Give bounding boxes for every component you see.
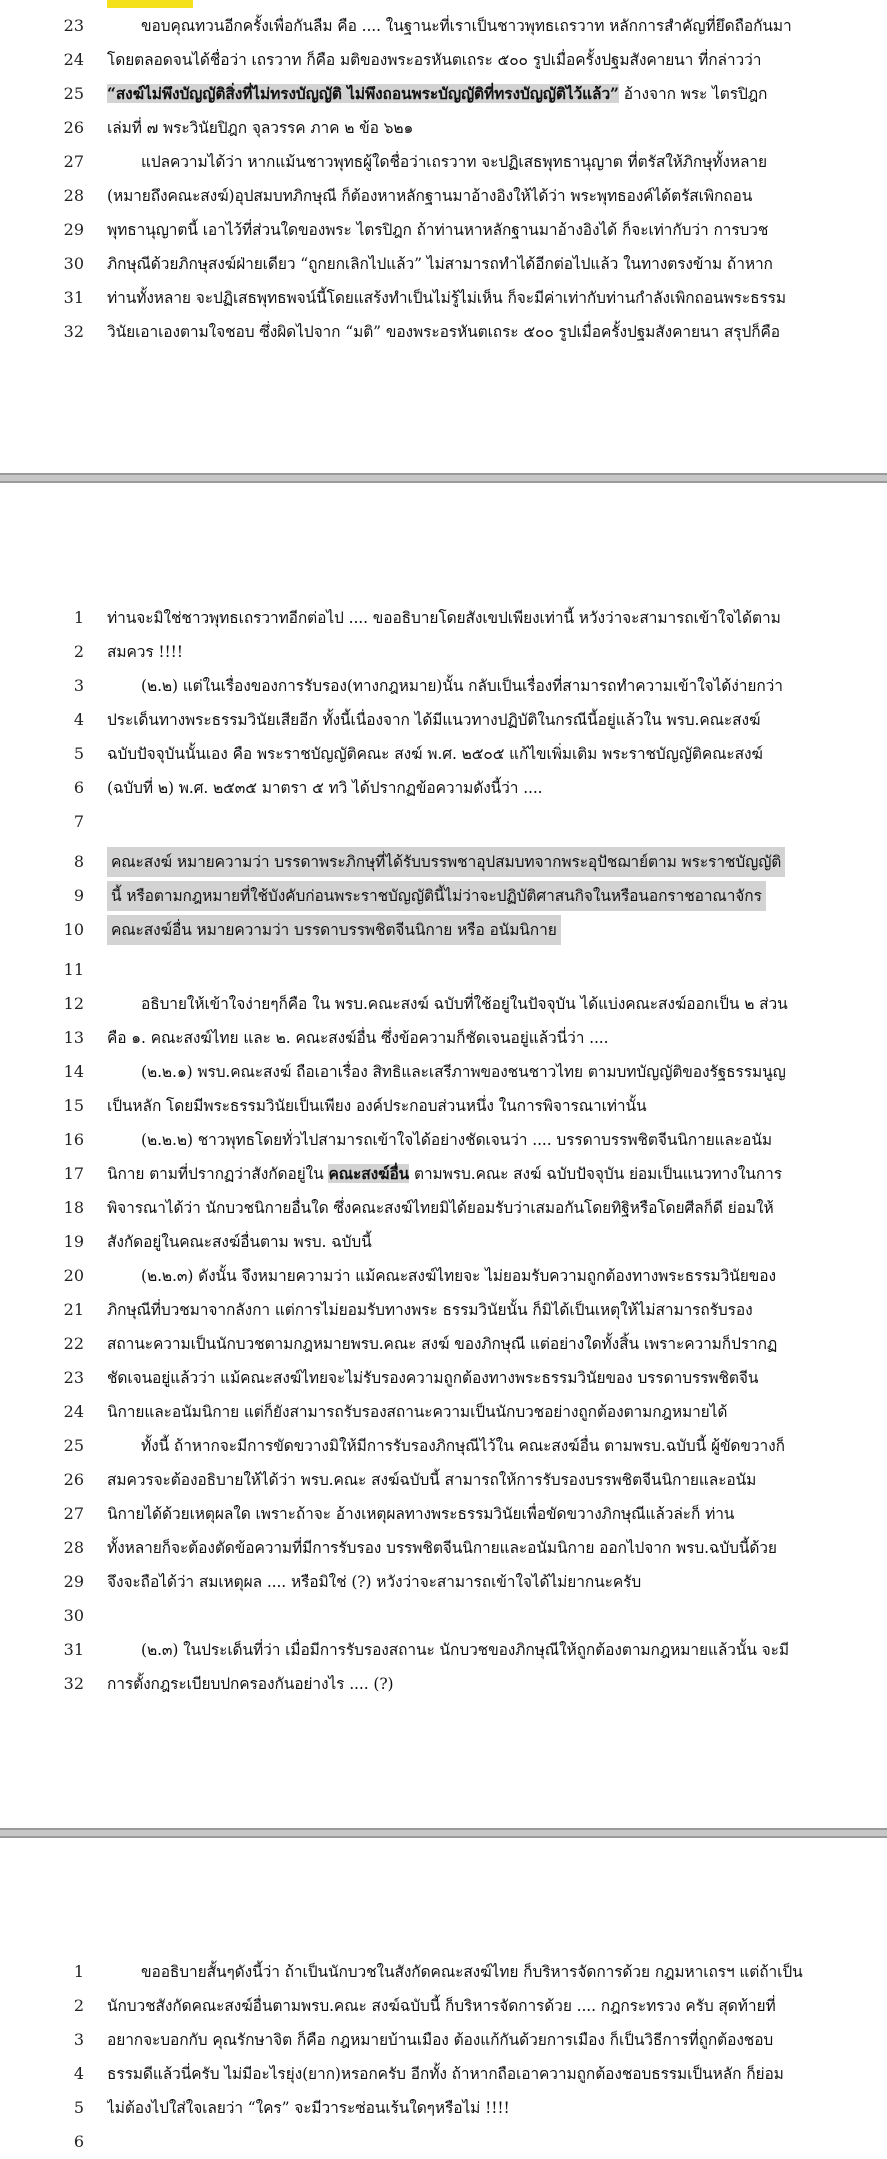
line-text: (๒.๒.๒) ชาวพุทธโดยทั่วไปสามารถเข้าใจได้อย่างชัดเจนว่า .... บรรดาบรรพชิตจีนนิกายและอนัม [141,1131,773,1149]
line-number: 9 [73,886,84,905]
line-text-tail: อ้างจาก พระ ไตรปิฎก [618,85,768,103]
line-number: 23 [63,16,84,35]
line-number: 4 [73,2064,84,2083]
line-row [0,913,887,947]
line-number: 25 [63,1436,84,1455]
line-number: 28 [63,1538,84,1557]
line-text-tail: ตามพรบ.คณะ สงฆ์ ฉบับปัจจุบัน ย่อมเป็นแนวทางในการ [409,1165,782,1183]
line-row [0,1565,887,1599]
line-number: 30 [63,1606,84,1625]
line-text [107,879,877,913]
line-row [0,1259,887,1293]
line-text: ภิกษุณีที่บวชมาจากลังกา แต่การไม่ยอมรับทางพระ ธรรมวินัยนั้น ก็มิได้เป็นเหตุให้ไม่สามารถรับรอง [107,1301,753,1319]
line-text: พุทธานุญาตนี้ เอาไว้ที่ส่วนใดของพระ ไตรปิฎก ถ้าท่านหาหลักฐานมาอ้างอิงได้ ก็จะเท่ากับว่า การบวช [107,221,769,239]
line-text: นักบวชสังกัดคณะสงฆ์อื่นตามพรบ.คณะ สงฆ์ฉบับนี้ ก็บริหารจัดการด้วย .... กฎกระทรวง ครับ สุดท้ายที่ [107,1997,776,2015]
line-number: 19 [63,1232,84,1251]
highlighted-definition: นี้ หรือตามกฎหมายที่ใช้บังคับก่อนพระราชบัญญัตินี้ไม่ว่าจะปฏิบัติศาสนกิจในหรือนอกราชอาณาจักร [107,881,766,911]
line-text: (๒.๒.๓) ดังนั้น จึงหมายความว่า แม้คณะสงฆ์ไทยจะ ไม่ยอมรับความถูกต้องทางพระธรรมวินัยของ [141,1267,776,1285]
line-row [0,879,887,913]
line-row [0,635,887,669]
line-number: 24 [63,1402,84,1421]
line-row [0,1123,887,1157]
highlighted-definition: คณะสงฆ์อื่น หมายความว่า บรรดาบรรพชิตจีนนิกาย หรือ อนัมนิกาย [107,915,561,945]
line-number: 13 [63,1028,84,1047]
line-row [0,2057,887,2091]
line-number: 6 [73,778,84,797]
line-number: 26 [63,118,84,137]
line-row [0,1395,887,1429]
line-row [0,281,887,315]
line-text: ฉบับปัจจุบันนั้นเอง คือ พระราชบัญญัติคณะ สงฆ์ พ.ศ. ๒๕๐๕ แก้ไขเพิ่มเติม พระราชบัญญัติคณะสงฆ์ [107,745,763,763]
line-number: 8 [73,852,84,871]
line-number: 31 [63,288,84,307]
line-number: 1 [73,1962,84,1981]
line-row [0,1191,887,1225]
line-number: 12 [63,994,84,1013]
line-number: 5 [73,744,84,763]
line-row [0,1955,887,1989]
line-text: (หมายถึงคณะสงฆ์)อุปสมบทภิกษุณี ก็ต้องหาหลักฐานมาอ้างอิงให้ได้ว่า พระพุทธองค์ได้ตรัสเพิกถอน [107,187,753,205]
line-row [0,111,887,145]
line-text [107,77,877,111]
line-number: 18 [63,1198,84,1217]
line-text: ภิกษุณีด้วยภิกษุสงฆ์ฝ่ายเดียว “ถูกยกเลิกไปแล้ว” ไม่สามารถทำได้อีกต่อไปแล้ว ในทางตรงข้าม ถ้าหาก [107,255,773,273]
line-text: คือ ๑. คณะสงฆ์ไทย และ ๒. คณะสงฆ์อื่น ซึ่งข้อความก็ชัดเจนอยู่แล้วนี่ว่า .... [107,1029,609,1047]
page-separator [0,1828,887,1838]
line-number: 27 [63,152,84,171]
line-text: สังกัดอยู่ในคณะสงฆ์อื่นตาม พรบ. ฉบับนี้ [107,1233,372,1251]
line-text: (๒.๒) แต่ในเรื่องของการรับรอง(ทางกฎหมาย)นั้น กลับเป็นเรื่องที่สามารถทำความเข้าใจได้ง่ายกว่า [141,677,783,695]
line-text: ไม่ต้องไปใส่ใจเลยว่า “ใคร” จะมีวาระซ่อนเร้นใดๆหรือไม่ !!!! [107,2099,510,2117]
line-number: 23 [63,1368,84,1387]
line-number: 15 [63,1096,84,1115]
line-number: 6 [73,2132,84,2151]
line-row [0,845,887,879]
highlighted-quote: “สงฆ์ไม่พึงบัญญัติสิ่งที่ไม่ทรงบัญญัติ ไม่พึงถอนพระบัญญัติที่ทรงบัญญัติไว้แล้ว” [107,84,619,103]
line-row [0,9,887,43]
line-text: ทั้งหลายก็จะต้องตัดข้อความที่มีการรับรอง บรรพชิตจีนนิกายและอนัมนิกาย ออกไปจาก พรบ.ฉบับนี้ด้วย [107,1539,777,1557]
line-row [0,1361,887,1395]
line-text: วินัยเอาเองตามใจชอบ ซึ่งผิดไปจาก “มติ” ของพระอรหันตเถระ ๕๐๐ รูปเมื่อครั้งปฐมสังคายนา สรุปก็คือ [107,323,780,341]
line-row [0,1293,887,1327]
line-number: 2 [73,642,84,661]
line-number: 16 [63,1130,84,1149]
line-row [0,1327,887,1361]
highlighted-term: คณะสงฆ์อื่น [328,1164,410,1183]
line-row [0,703,887,737]
line-number: 25 [63,84,84,103]
line-number: 21 [63,1300,84,1319]
line-row [0,145,887,179]
line-text: (๒.๓) ในประเด็นที่ว่า เมื่อมีการรับรองสถานะ นักบวชของภิกษุณีให้ถูกต้องตามกฎหมายแล้วนั้น จะมี [141,1641,789,1659]
line-row [0,213,887,247]
highlighted-definition: คณะสงฆ์ หมายความว่า บรรดาพระภิกษุที่ได้รับบรรพชาอุปสมบทจากพระอุปัชฌาย์ตาม พระราชบัญญัติ [107,847,785,877]
line-text [107,1157,877,1191]
line-text: โดยตลอดจนได้ชื่อว่า เถรวาท ก็คือ มติของพระอรหันตเถระ ๕๐๐ รูปเมื่อครั้งปฐมสังคายนา ที่กล่าวว่า [107,51,762,69]
line-text: นิกายและอนัมนิกาย แต่ก็ยังสามารถรับรองสถานะความเป็นนักบวชอย่างถูกต้องตามกฎหมายได้ [107,1403,728,1421]
line-text: (ฉบับที่ ๒) พ.ศ. ๒๕๓๕ มาตรา ๕ ทวิ ได้ปรากฏข้อความดังนี้ว่า .... [107,779,543,797]
line-text: สถานะความเป็นนักบวชตามกฎหมายพรบ.คณะ สงฆ์ ของภิกษุณี แต่อย่างใดทั้งสิ้น เพราะความก็ปรากฏ [107,1335,778,1353]
line-number: 32 [63,322,84,341]
line-row [0,2023,887,2057]
line-number: 2 [73,1996,84,2015]
line-row [0,1531,887,1565]
line-row [0,1055,887,1089]
line-text [107,913,877,947]
line-row [0,77,887,111]
line-row [0,669,887,703]
line-text: ชัดเจนอยู่แล้วว่า แม้คณะสงฆ์ไทยจะไม่รับรองความถูกต้องทางพระธรรมวินัยของ บรรดาบรรพชิตจีน [107,1369,759,1387]
line-row [0,953,887,987]
line-number: 10 [63,920,84,939]
line-number: 20 [63,1266,84,1285]
line-text: นิกายได้ด้วยเหตุผลใด เพราะถ้าจะ อ้างเหตุผลทางพระธรรมวินัยเพื่อขัดขวางภิกษุณีแล้วล่ะก็ ท่าน [107,1505,735,1523]
line-row [0,1089,887,1123]
line-text: ท่านจะมิใช่ชาวพุทธเถรวาทอีกต่อไป .... ขออธิบายโดยสังเขปเพียงเท่านี้ หวังว่าจะสามารถเข้าใจได้ตาม [107,609,781,627]
line-row [0,1667,887,1701]
yellow-highlight [107,0,193,8]
line-number: 4 [73,710,84,729]
line-row [0,1497,887,1531]
line-text: ท่านทั้งหลาย จะปฏิเสธพุทธพจน์นี้โดยแสร้งทำเป็นไม่รู้ไม่เห็น ก็จะมีค่าเท่ากับท่านกำลังเพิกถอนพระธรรม [107,289,787,307]
line-number: 26 [63,1470,84,1489]
line-text: การตั้งกฎระเบียบปกครองกันอย่างไร .... (?) [107,1675,394,1693]
line-number: 29 [63,220,84,239]
line-row [0,805,887,839]
line-row [0,1429,887,1463]
line-text: พิจารณาได้ว่า นักบวชนิกายอื่นใด ซึ่งคณะสงฆ์ไทยมิได้ยอมรับว่าเสมอกันโดยทิฐิหรือโดยศีลก็ดี ย่อมให้ [107,1199,774,1217]
line-number: 32 [63,1674,84,1693]
line-text: ขอบคุณทวนอีกครั้งเพื่อกันลืม คือ .... ในฐานะที่เราเป็นชาวพุทธเถรวาท หลักการสำคัญที่ยึดถือกันมา [141,17,792,35]
line-number: 30 [63,254,84,273]
line-number: 11 [63,960,84,979]
line-number: 5 [73,2098,84,2117]
line-row [0,247,887,281]
line-text: สมควรจะต้องอธิบายให้ได้ว่า พรบ.คณะ สงฆ์ฉบับนี้ สามารถให้การรับรองบรรพชิตจีนนิกายและอนัม [107,1471,757,1489]
line-number: 14 [63,1062,84,1081]
line-row [0,1157,887,1191]
line-number: 3 [73,676,84,695]
line-text: อยากจะบอกกับ คุณรักษาจิต ก็คือ กฎหมายบ้านเมือง ต้องแก้กันด้วยการเมือง ก็เป็นวิธีการที่ถูกต้องชอบ [107,2031,774,2049]
line-row [0,987,887,1021]
line-number: 1 [73,608,84,627]
line-text: ประเด็นทางพระธรรมวินัยเสียอีก ทั้งนี้เนื่องจาก ได้มีแนวทางปฏิบัติในกรณีนี้อยู่แล้วใน พรบ.คณะสงฆ์ [107,711,761,729]
line-row [0,1463,887,1497]
line-text: แปลความได้ว่า หากแม้นชาวพุทธผู้ใดชื่อว่าเถรวาท จะปฏิเสธพุทธานุญาต ที่ตรัสให้ภิกษุทั้งหลาย [141,153,767,171]
page-separator [0,473,887,483]
line-row [0,737,887,771]
line-text: ขออธิบายสั้นๆดังนี้ว่า ถ้าเป็นนักบวชในสังกัดคณะสงฆ์ไทย ก็บริหารจัดการด้วย กฎมหาเถรฯ แต่ถ้าเป็น [141,1963,803,1981]
line-number: 24 [63,50,84,69]
line-row [0,601,887,635]
line-text-head: นิกาย ตามที่ปรากฏว่าสังกัดอยู่ใน [107,1165,329,1183]
line-row [0,1989,887,2023]
line-text: เป็นหลัก โดยมีพระธรรมวินัยเป็นเพียง องค์ประกอบส่วนหนึ่ง ในการพิจารณาเท่านั้น [107,1097,647,1115]
line-text: อธิบายให้เข้าใจง่ายๆก็คือ ใน พรบ.คณะสงฆ์ ฉบับที่ใช้อยู่ในปัจจุบัน ได้แบ่งคณะสงฆ์ออกเป็น ๒ ส่วน [141,995,788,1013]
line-row [0,1021,887,1055]
line-row [0,1633,887,1667]
line-number: 3 [73,2030,84,2049]
line-number: 22 [63,1334,84,1353]
line-row [0,1599,887,1633]
line-number: 28 [63,186,84,205]
line-text: ทั้งนี้ ถ้าหากจะมีการขัดขวางมิให้มีการรับรองภิกษุณีไว้ใน คณะสงฆ์อื่น ตามพรบ.ฉบับนี้ ผู้ขัดขวางก็ [141,1437,785,1455]
line-row [0,315,887,349]
line-row [0,43,887,77]
line-row [0,2091,887,2125]
line-text: ธรรมดีแล้วนี่ครับ ไม่มีอะไรยุ่ง(ยาก)หรอกครับ อีกทั้ง ถ้าหากถือเอาความถูกต้องชอบธรรมเป็นหลัก ก็ย่อม [107,2065,784,2083]
line-number: 7 [73,812,84,831]
line-number: 17 [63,1164,84,1183]
line-text: (๒.๒.๑) พรบ.คณะสงฆ์ ถือเอาเรื่อง สิทธิและเสรีภาพของชนชาวไทย ตามบทบัญญัติของรัฐธรรมนูญ [141,1063,786,1081]
line-row [0,1225,887,1259]
line-number: 31 [63,1640,84,1659]
line-text: จึงจะถือได้ว่า สมเหตุผล .... หรือมิใช่ (?) หวังว่าจะสามารถเข้าใจได้ไม่ยากนะครับ [107,1573,642,1591]
line-row [0,771,887,805]
line-text: สมควร !!!! [107,643,183,661]
line-number: 29 [63,1572,84,1591]
line-row [0,179,887,213]
line-row [0,2125,887,2159]
line-number: 27 [63,1504,84,1523]
line-text [107,845,877,879]
line-text: เล่มที่ ๗ พระวินัยปิฎก จุลวรรค ภาค ๒ ข้อ ๖๒๑ [107,119,414,137]
